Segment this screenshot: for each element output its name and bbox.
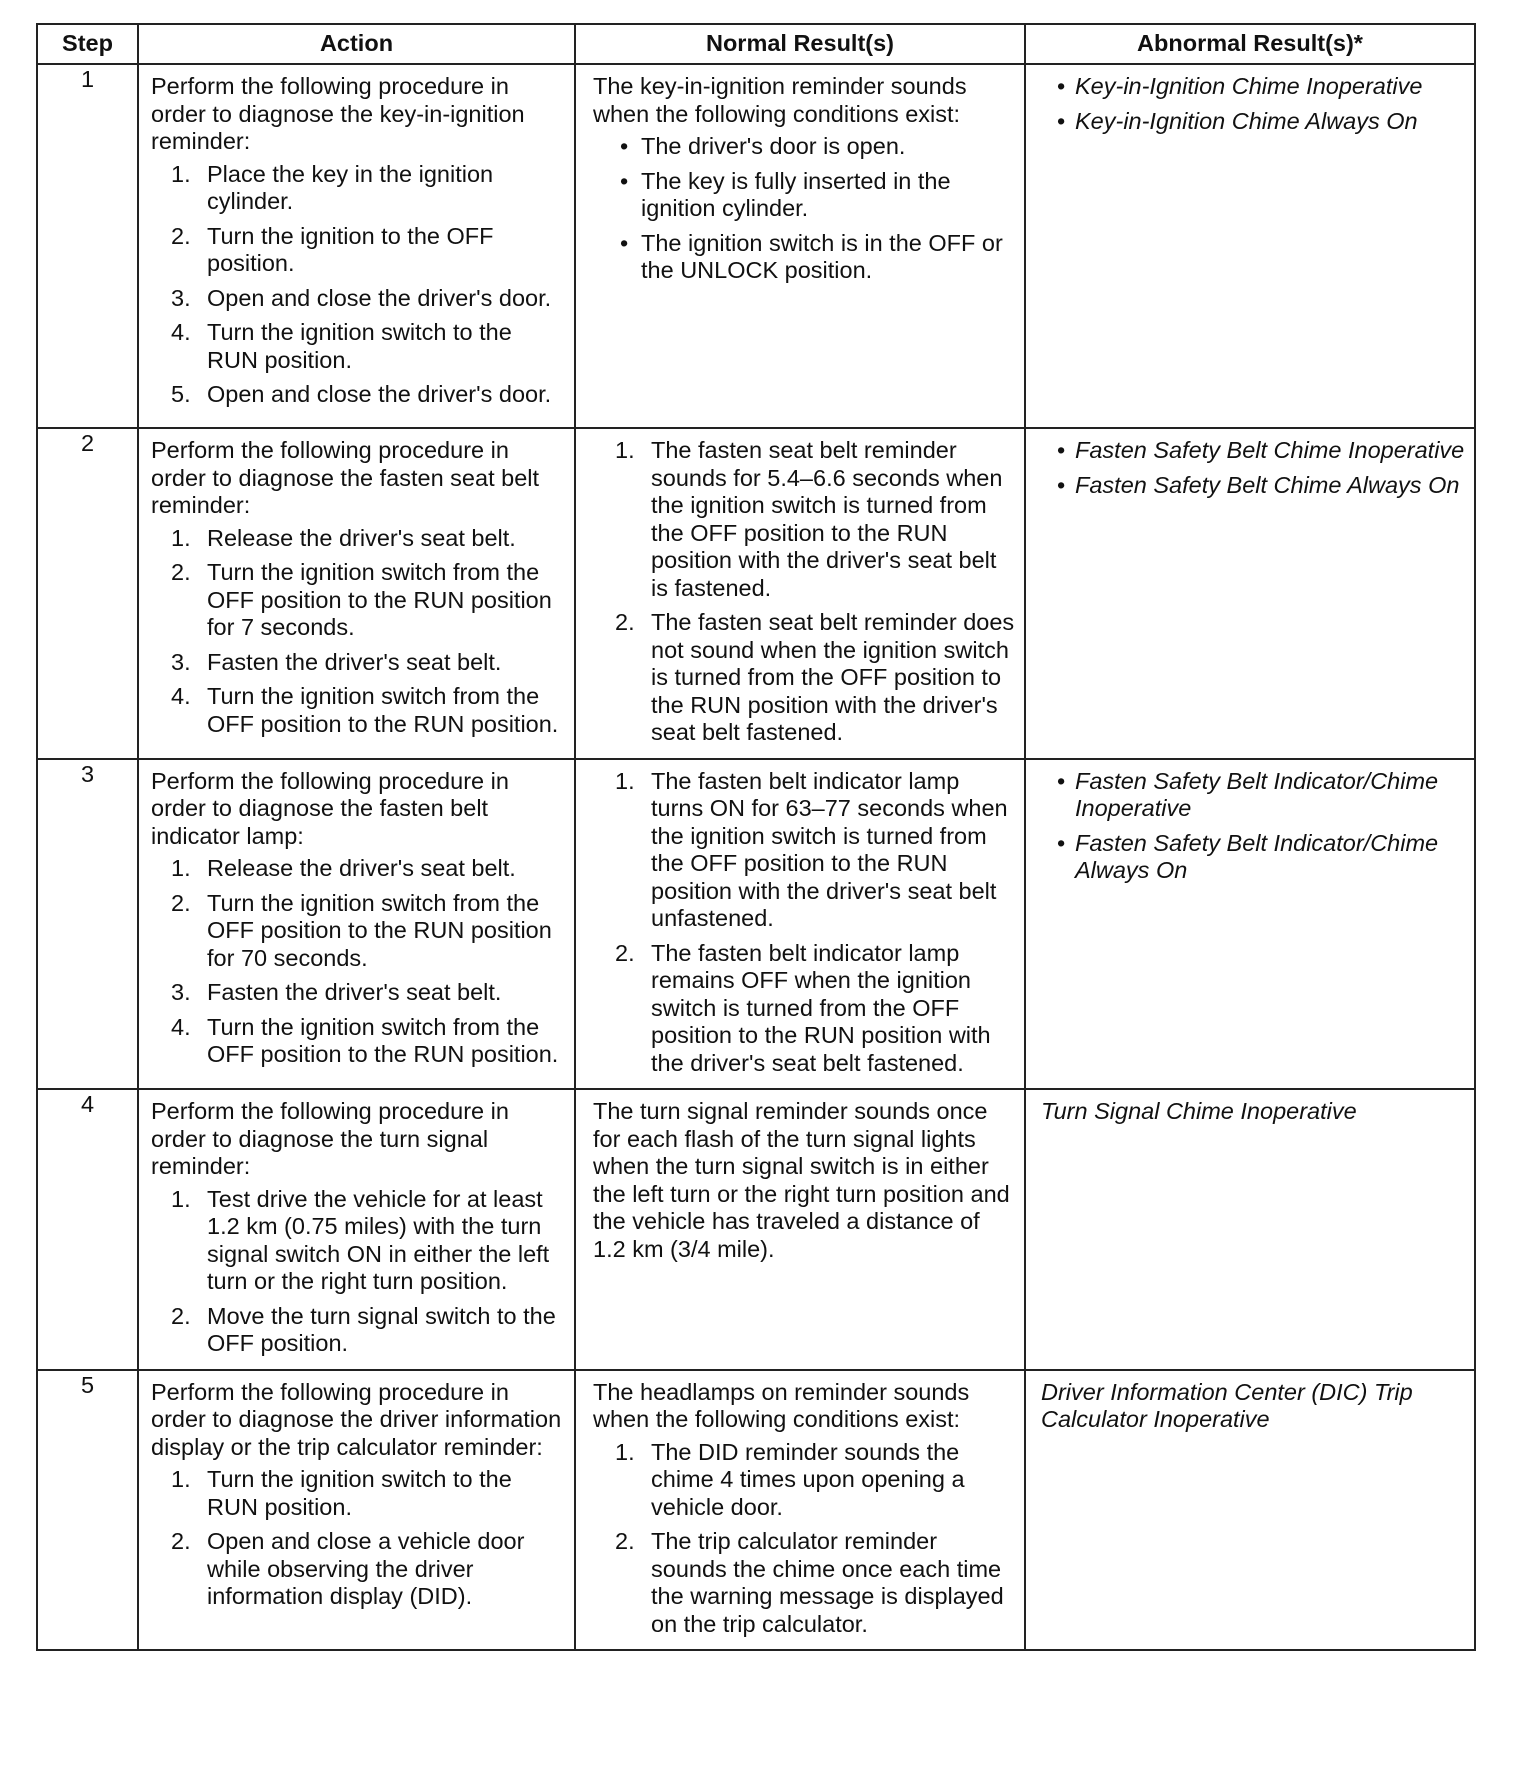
header-abnormal-results: Abnormal Result(s)* [1025, 24, 1475, 64]
normal-result-cell [575, 428, 1025, 759]
abnormal-result-cell [1025, 428, 1475, 759]
normal-results-list [593, 437, 1018, 747]
step-number: 2 [37, 428, 138, 759]
abnormal-item: • Fasten Safety Belt Chime Always On [1057, 471, 1460, 498]
table-row [37, 64, 1475, 428]
action-intro: Perform the following procedure in order to diagnose the driver information display or the trip calculator reminder: [151, 1378, 562, 1460]
abnormal-links [1041, 73, 1468, 135]
normal-result-cell [575, 759, 1025, 1090]
table-row [37, 759, 1475, 1090]
action-intro: Perform the following procedure in order to diagnose the turn signal reminder: [151, 1098, 509, 1179]
action-step: 5. Open and close the driver's door. [171, 381, 552, 407]
abnormal-item: • Fasten Safety Belt Chime Inoperative [1057, 437, 1465, 463]
normal-result-item: 1. The fasten belt indicator lamp turns ON for 63–77 seconds when the ignition switch is turned from the OFF position to the RUN position with the driver's seat belt unfastened. [615, 767, 1008, 931]
abnormal-result-cell [1025, 759, 1475, 1090]
action-cell [138, 428, 575, 759]
action-steps [151, 855, 566, 1069]
action-step: 4. Turn the ignition switch from the OFF position to the RUN position. [171, 1013, 559, 1067]
normal-results-list [593, 1439, 1018, 1639]
header-row [37, 24, 1475, 64]
abnormal-item: Driver Information Center (DIC) Trip Calculator Inoperative [1041, 1378, 1413, 1432]
header-step: Step [37, 24, 138, 64]
action-steps [151, 1186, 566, 1358]
step-number: 4 [37, 1089, 138, 1370]
action-intro: Perform the following procedure in order to diagnose the fasten seat belt reminder: [151, 437, 540, 518]
action-step: 1. Turn the ignition switch to the RUN position. [171, 1466, 512, 1520]
abnormal-result-cell [1025, 1370, 1475, 1651]
action-step: 2. Open and close a vehicle door while observing the driver information display (DID). [171, 1528, 525, 1609]
action-step: 2. Turn the ignition switch from the OFF position to the RUN position for 70 seconds. [171, 889, 552, 971]
header-action: Action [138, 24, 575, 64]
step-number: 1 [37, 64, 138, 428]
normal-intro: The headlamps on reminder sounds when the following conditions exist: [593, 1378, 970, 1432]
abnormal-item: • Fasten Safety Belt Indicator/Chime Inoperative [1057, 767, 1439, 821]
action-steps [151, 161, 566, 409]
action-step: 1. Test drive the vehicle for at least 1.2 km (0.75 miles) with the turn signal switch ON in either the left turn or the right turn position. [171, 1185, 550, 1294]
action-step: 2. Turn the ignition switch from the OFF position to the RUN position for 7 seconds. [171, 559, 552, 640]
normal-intro: The key-in-ignition reminder sounds when the following conditions exist: [593, 73, 967, 127]
normal-result-cell [575, 1089, 1025, 1370]
action-steps [151, 525, 566, 739]
action-cell [138, 1370, 575, 1651]
abnormal-result-cell [1025, 64, 1475, 428]
action-step: 1. Release the driver's seat belt. [171, 855, 516, 881]
action-intro: Perform the following procedure in order to diagnose the fasten belt indicator lamp: [151, 767, 509, 849]
normal-result-item: 1. The DID reminder sounds the chime 4 times upon opening a vehicle door. [615, 1438, 965, 1520]
action-cell [138, 759, 575, 1090]
step-number: 5 [37, 1370, 138, 1651]
step-number: 3 [37, 759, 138, 1090]
action-step: 2. Move the turn signal switch to the OFF position. [171, 1302, 556, 1356]
action-cell [138, 64, 575, 428]
table-row [37, 428, 1475, 759]
action-step: 4. Turn the ignition switch from the OFF position to the RUN position. [171, 683, 559, 737]
abnormal-item: • Key-in-Ignition Chime Inoperative [1057, 73, 1423, 99]
normal-intro: The turn signal reminder sounds once for each flash of the turn signal lights when the turn signal switch is in either the left turn or the right turn position and the vehicle has traveled a distance of 1.2 km (3/4 mile). [593, 1098, 1010, 1262]
normal-result-cell [575, 1370, 1025, 1651]
action-step: 3. Open and close the driver's door. [171, 284, 552, 311]
normal-result-item: 2. The trip calculator reminder sounds the chime once each time the warning message is displayed on the trip calculator. [615, 1528, 1004, 1637]
abnormal-links [1041, 437, 1468, 499]
normal-conditions [593, 133, 1018, 285]
action-cell [138, 1089, 575, 1370]
normal-result-item: 2. The fasten belt indicator lamp remains OFF when the ignition switch is turned from the OFF position to the RUN position with the driver's seat belt fastened. [615, 939, 991, 1076]
normal-result-item: 1. The fasten seat belt reminder sounds for 5.4–6.6 seconds when the ignition switch is turned from the OFF position to the RUN position with the driver's seat belt is fastened. [615, 437, 1003, 601]
condition-item: • The ignition switch is in the OFF or the UNLOCK position. [620, 229, 1003, 283]
action-step: 2. Turn the ignition to the OFF position. [171, 222, 494, 276]
table-row [37, 1089, 1475, 1370]
action-steps [151, 1466, 566, 1611]
action-intro: Perform the following procedure in order to diagnose the key-in-ignition reminder: [151, 73, 525, 154]
abnormal-item: Turn Signal Chime Inoperative [1041, 1098, 1357, 1124]
abnormal-result-cell [1025, 1089, 1475, 1370]
condition-item: • The driver's door is open. [620, 133, 906, 159]
table-row [37, 1370, 1475, 1651]
action-step: 3. Fasten the driver's seat belt. [171, 648, 502, 675]
action-step: 1. Place the key in the ignition cylinder. [171, 160, 494, 214]
header-normal-results: Normal Result(s) [575, 24, 1025, 64]
diagnostic-table [36, 23, 1476, 1651]
normal-result-cell [575, 64, 1025, 428]
condition-item: • The key is fully inserted in the ignition cylinder. [620, 167, 951, 221]
action-step: 1. Release the driver's seat belt. [171, 524, 516, 551]
action-step: 4. Turn the ignition switch to the RUN position. [171, 319, 512, 373]
abnormal-item: • Fasten Safety Belt Indicator/Chime Always On [1057, 829, 1439, 883]
normal-result-item: 2. The fasten seat belt reminder does not sound when the ignition switch is turned from the OFF position to the RUN position with the driver's seat belt fastened. [615, 609, 1015, 745]
abnormal-links [1041, 768, 1468, 885]
abnormal-item: • Key-in-Ignition Chime Always On [1057, 107, 1418, 134]
action-step: 3. Fasten the driver's seat belt. [171, 979, 502, 1005]
normal-results-list [593, 768, 1018, 1078]
